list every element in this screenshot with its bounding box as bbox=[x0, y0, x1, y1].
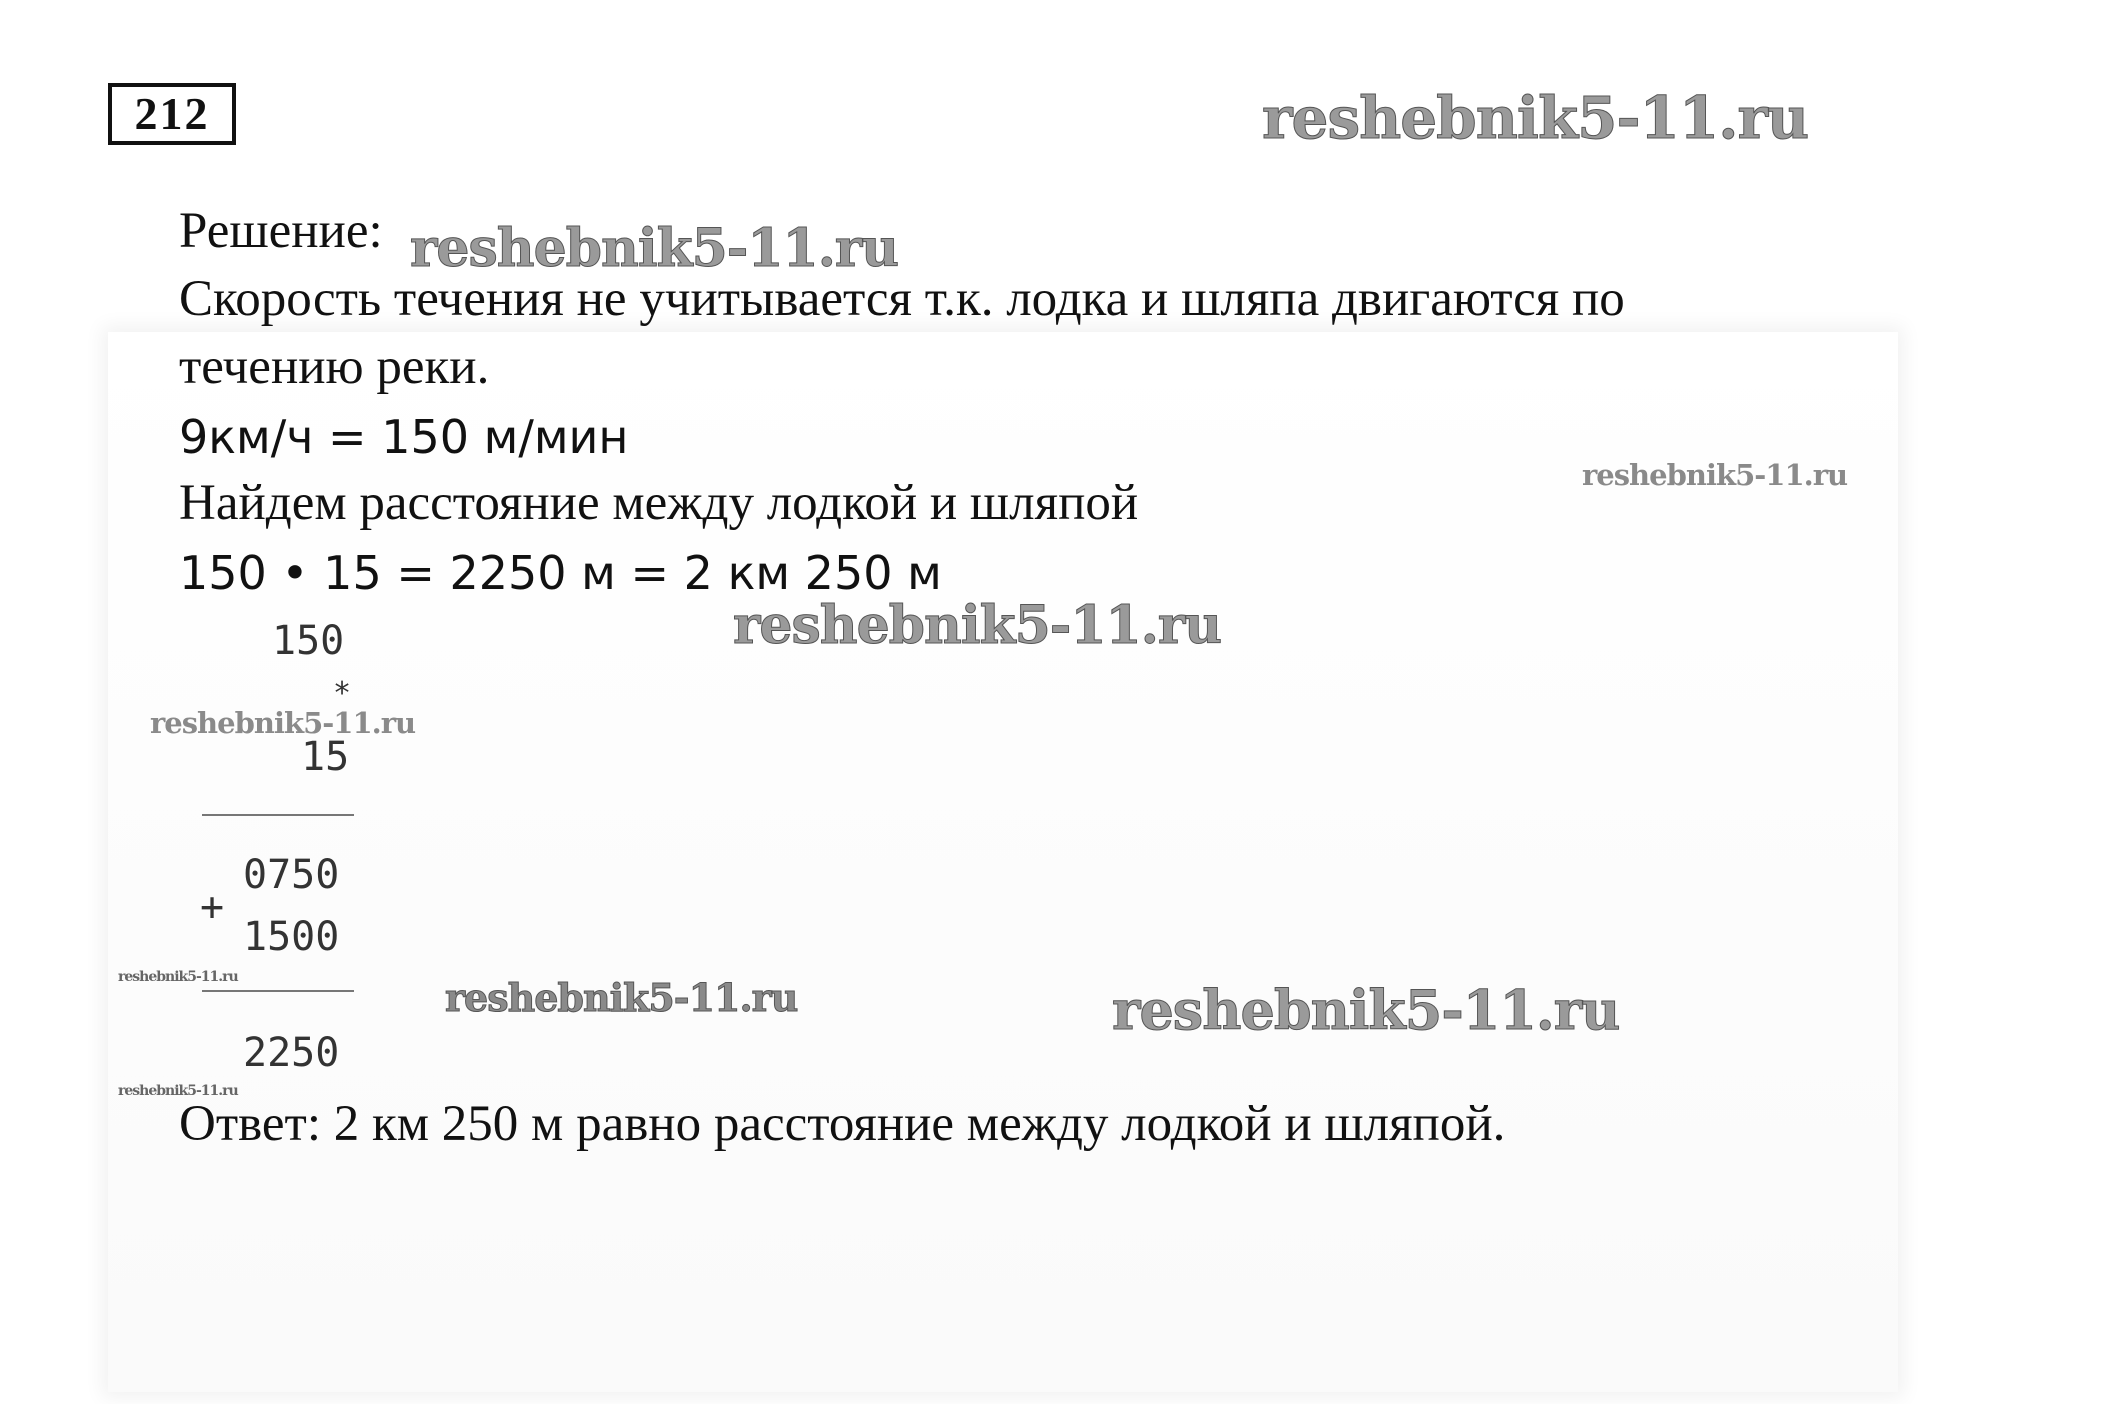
partial-product-1: 0750 bbox=[243, 852, 340, 898]
watermark: reshebnik5-11.ru bbox=[733, 595, 1222, 656]
task-number: 212 bbox=[108, 83, 236, 145]
calculation-line: 150 • 15 = 2250 м = 2 км 250 м bbox=[179, 546, 942, 600]
find-distance-line: Найдем расстояние между лодкой и шляпой bbox=[179, 475, 1139, 531]
multiply-operator: * bbox=[333, 676, 352, 711]
answer-line: Ответ: 2 км 250 м равно расстояние между лодкой и шляпой. bbox=[179, 1096, 1506, 1152]
watermark: reshebnik5-11.ru bbox=[1582, 458, 1848, 492]
explanation-line-2: течению реки. bbox=[179, 339, 490, 395]
plus-operator: + bbox=[200, 884, 225, 930]
watermark: reshebnik5-11.ru bbox=[150, 706, 416, 740]
explanation-line-1: Скорость течения не учитывается т.к. лодка и шляпа двигаются по bbox=[179, 271, 1625, 327]
multiplier: 15 bbox=[301, 734, 350, 780]
watermark: reshebnik5-11.ru bbox=[1262, 84, 1809, 152]
watermark: reshebnik5-11.ru bbox=[1112, 978, 1620, 1042]
multiplicand: 150 bbox=[272, 618, 345, 664]
partial-product-2: 1500 bbox=[243, 914, 340, 960]
multiplication-rule bbox=[202, 814, 354, 816]
watermark: reshebnik5-11.ru bbox=[118, 969, 238, 985]
sum-rule bbox=[202, 990, 354, 992]
watermark: reshebnik5-11.ru bbox=[445, 975, 798, 1020]
watermark: reshebnik5-11.ru bbox=[410, 218, 899, 279]
watermark: reshebnik5-11.ru bbox=[118, 1083, 238, 1099]
product-result: 2250 bbox=[243, 1030, 340, 1076]
speed-conversion: 9км/ч = 150 м/мин bbox=[179, 410, 629, 464]
solution-label: Решение: bbox=[179, 203, 383, 259]
